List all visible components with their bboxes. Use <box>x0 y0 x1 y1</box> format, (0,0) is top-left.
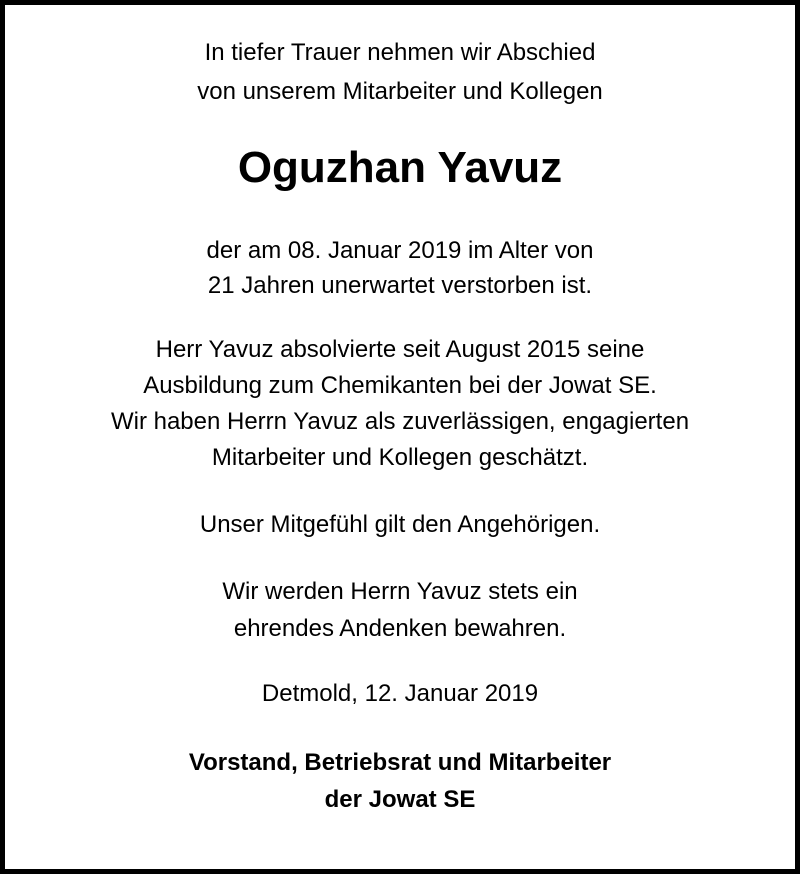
place-date: Detmold, 12. Januar 2019 <box>261 680 539 707</box>
career-line-3: Wir haben Herrn Yavuz als zuverlässigen, engagierten <box>110 408 690 435</box>
remembrance-line-2: ehrendes Andenken bewahren. <box>233 615 567 642</box>
remembrance-line-1: Wir werden Herrn Yavuz stets ein <box>222 578 578 605</box>
signature-line-1: Vorstand, Betriebsrat und Mitarbeiter <box>188 749 612 776</box>
career-line-4: Mitarbeiter und Kollegen geschätzt. <box>211 444 589 471</box>
intro-line-1: In tiefer Trauer nehmen wir Abschied <box>204 39 596 66</box>
signature-line-2: der Jowat SE <box>324 786 476 813</box>
death-info-line-2: 21 Jahren unerwartet verstorben ist. <box>207 272 593 299</box>
death-info-line-1: der am 08. Januar 2019 im Alter von <box>206 237 594 264</box>
deceased-name: Oguzhan Yavuz <box>237 143 563 192</box>
career-line-2: Ausbildung zum Chemikanten bei der Jowat SE. <box>143 372 657 399</box>
career-line-1: Herr Yavuz absolvierte seit August 2015 seine <box>155 336 645 363</box>
condolence-line: Unser Mitgefühl gilt den Angehörigen. <box>199 511 601 538</box>
intro-line-2: von unserem Mitarbeiter und Kollegen <box>197 78 603 105</box>
